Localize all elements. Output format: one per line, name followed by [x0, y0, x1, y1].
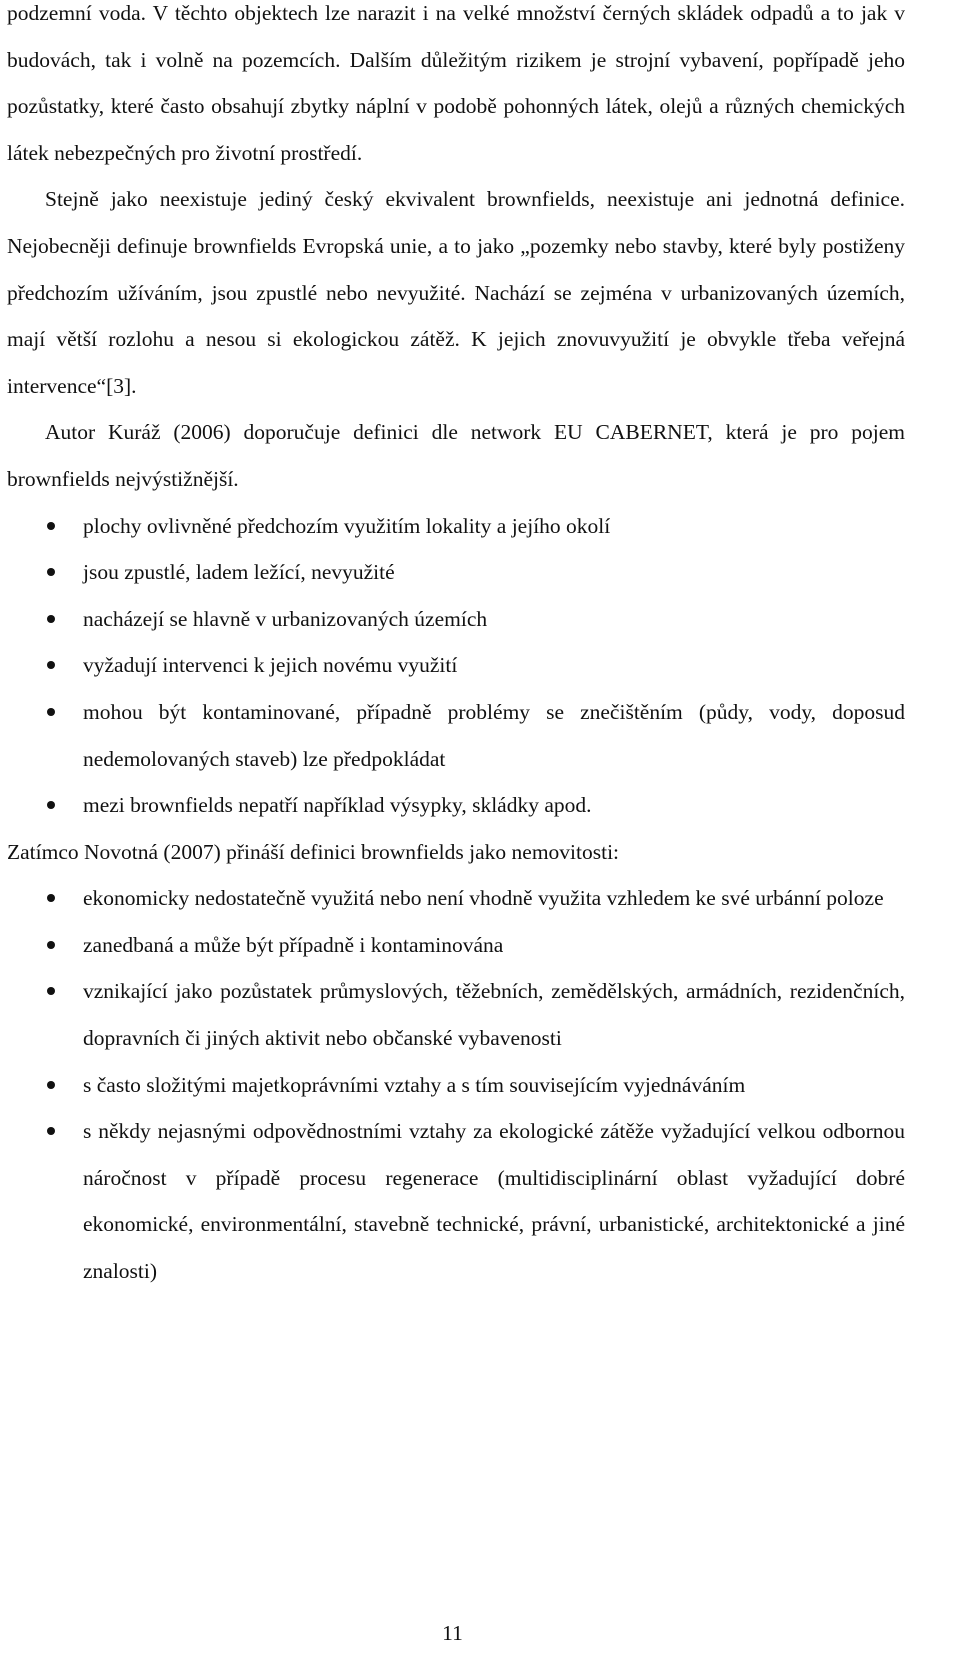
list-item [7, 642, 905, 689]
list-item [7, 1062, 905, 1109]
bullet-list-novotna [7, 875, 905, 1294]
bullet-icon [45, 503, 65, 550]
list-item-text: mohou být kontaminované, případně problémy se znečištěním (půdy, vody, doposud nedemolovaných staveb) lze předpokládat [83, 699, 905, 771]
page-number: 11 [442, 1621, 463, 1645]
bullet-icon [45, 1062, 65, 1109]
bullet-icon [45, 549, 65, 596]
bullet-icon [45, 922, 65, 969]
list-item [7, 782, 905, 829]
paragraph-novotna: Zatímco Novotná (2007) přináší definici brownfields jako nemovitosti: [7, 839, 620, 864]
bullet-icon [45, 782, 65, 829]
list-item [7, 1108, 905, 1294]
bullet-icon [45, 875, 65, 922]
list-item [7, 875, 905, 922]
paragraph-definition-eu: Stejně jako neexistuje jediný český ekvivalent brownfields, neexistuje ani jednotná definice. Nejobecněji definuje brownfields Evropská unie, a to jako „pozemky nebo stavby, které byly postiženy předchozím užíváním, jsou zpustlé nebo nevyužité. Nachází se zejména v urbanizovaných územích, mají větší rozlohu a nesou si ekologickou zátěž. K jejich znovuvyužití je obvykle třeba veřejná intervence“[3]. [7, 187, 905, 398]
bullet-icon [45, 968, 65, 1015]
list-item-text: zanedbaná a může být případně i kontaminována [83, 932, 504, 957]
list-item [7, 596, 905, 643]
list-item-text: nacházejí se hlavně v urbanizovaných územích [83, 606, 488, 631]
list-item-text: vyžadují intervenci k jejich novému využití [83, 653, 458, 678]
paragraph-risks: podzemní voda. V těchto objektech lze narazit i na velké množství černých skládek odpadů a to jak v budovách, tak i volně na pozemcích. Dalším důležitým rizikem je strojní vybavení, popřípadě jeho pozůstatky, které často obsahují zbytky náplní v podobě pohonných látek, olejů a různých chemických látek nebezpečných pro životní prostředí. [7, 1, 905, 165]
list-item-text: ekonomicky nedostatečně využitá nebo není vhodně využita vzhledem ke své urbánní poloze [83, 886, 884, 911]
list-item [7, 922, 905, 969]
list-item [7, 503, 905, 550]
list-item [7, 689, 905, 782]
bullet-icon [45, 642, 65, 689]
bullet-icon [45, 596, 65, 643]
list-item-text: s někdy nejasnými odpovědnostními vztahy za ekologické zátěže vyžadující velkou odbornou náročnost v případě procesu regenerace (multidisciplinární oblast vyžadující dobré ekonomické, environmentální, stavebně technické, právní, urbanistické, architektonické a jiné znalosti) [83, 1119, 905, 1284]
list-item [7, 968, 905, 1061]
list-item-text: plochy ovlivněné předchozím využitím lokality a jejího okolí [83, 513, 611, 538]
bullet-list-cabernet [7, 503, 905, 829]
paragraph-kuraz: Autor Kuráž (2006) doporučuje definici dle network EU CABERNET, která je pro pojem brownfields nejvýstižnější. [7, 420, 905, 491]
list-item [7, 549, 905, 596]
list-item-text: vznikající jako pozůstatek průmyslových, těžebních, zemědělských, armádních, rezidenčních, dopravních či jiných aktivit nebo občanské vybavenosti [83, 979, 905, 1051]
bullet-icon [45, 689, 65, 736]
list-item-text: mezi brownfields nepatří například výsypky, skládky apod. [83, 793, 592, 818]
list-item-text: jsou zpustlé, ladem ležící, nevyužité [83, 560, 395, 585]
bullet-icon [45, 1108, 65, 1155]
list-item-text: s často složitými majetkoprávními vztahy a s tím souvisejícím vyjednáváním [83, 1072, 746, 1097]
document-page [7, 0, 905, 1295]
